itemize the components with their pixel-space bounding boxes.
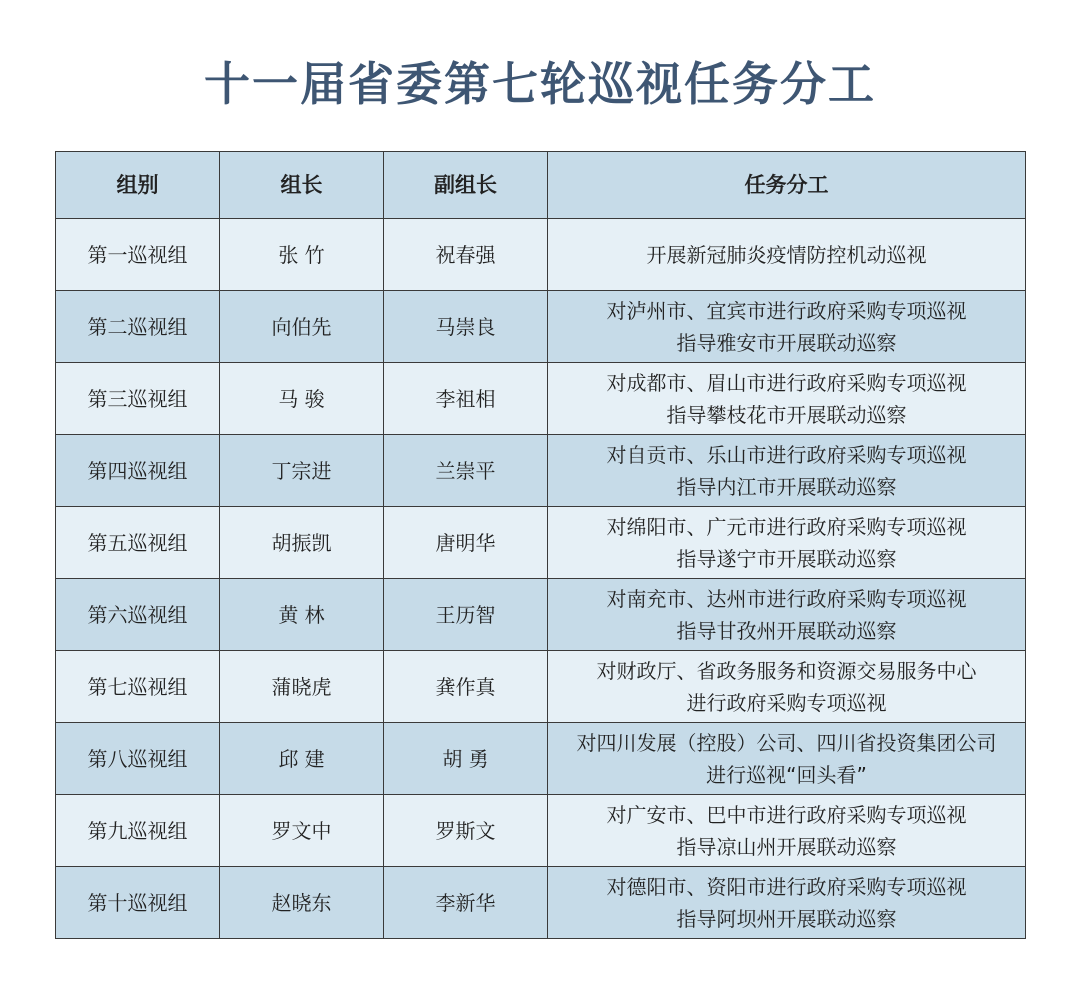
cell-task [548, 291, 1026, 363]
table-row [56, 579, 1026, 651]
task-line: 指导甘孜州开展联动巡察 [676, 618, 897, 643]
task-line: 对德阳市、资阳市进行政府采购专项巡视 [606, 874, 967, 899]
cell-task [548, 435, 1026, 507]
cell-group: 第二巡视组 [56, 291, 220, 363]
header-group: 组别 [56, 152, 220, 219]
task-line: 指导雅安市开展联动巡察 [676, 330, 897, 355]
cell-group: 第五巡视组 [56, 507, 220, 579]
cell-task [548, 507, 1026, 579]
task-line: 对自贡市、乐山市进行政府采购专项巡视 [606, 442, 967, 467]
task-line: 指导攀枝花市开展联动巡察 [666, 402, 907, 427]
task-line: 指导遂宁市开展联动巡察 [676, 546, 897, 571]
cell-deputy: 唐明华 [384, 507, 548, 579]
page-title: 十一届省委第七轮巡视任务分工 [204, 57, 876, 111]
cell-deputy: 李祖相 [384, 363, 548, 435]
table-body [56, 219, 1026, 939]
cell-task [548, 363, 1026, 435]
cell-leader: 马 骏 [220, 363, 384, 435]
task-line: 指导阿坝州开展联动巡察 [676, 906, 897, 931]
task-line: 对成都市、眉山市进行政府采购专项巡视 [606, 370, 967, 395]
cell-leader: 邱 建 [220, 723, 384, 795]
table-row [56, 363, 1026, 435]
task-line: 对泸州市、宜宾市进行政府采购专项巡视 [606, 298, 967, 323]
task-line: 指导凉山州开展联动巡察 [676, 834, 897, 859]
cell-deputy: 兰崇平 [384, 435, 548, 507]
cell-leader: 胡振凯 [220, 507, 384, 579]
task-line: 指导内江市开展联动巡察 [676, 474, 897, 499]
task-line: 对财政厅、省政务服务和资源交易服务中心 [596, 658, 977, 683]
cell-leader: 黄 林 [220, 579, 384, 651]
cell-deputy: 胡 勇 [384, 723, 548, 795]
task-line: 对广安市、巴中市进行政府采购专项巡视 [606, 802, 967, 827]
cell-task [548, 867, 1026, 939]
table-row [56, 291, 1026, 363]
cell-task [548, 219, 1026, 291]
cell-task [548, 651, 1026, 723]
cell-leader: 赵晓东 [220, 867, 384, 939]
cell-leader: 张 竹 [220, 219, 384, 291]
cell-group: 第三巡视组 [56, 363, 220, 435]
table-header-row [56, 152, 1026, 219]
cell-deputy: 罗斯文 [384, 795, 548, 867]
header-task: 任务分工 [548, 152, 1026, 219]
task-line: 进行巡视“回头看” [706, 762, 867, 787]
table-row [56, 651, 1026, 723]
header-deputy: 副组长 [384, 152, 548, 219]
cell-deputy: 李新华 [384, 867, 548, 939]
cell-leader: 向伯先 [220, 291, 384, 363]
cell-leader: 丁宗进 [220, 435, 384, 507]
cell-task [548, 579, 1026, 651]
task-line: 对南充市、达州市进行政府采购专项巡视 [606, 586, 967, 611]
table-row [56, 507, 1026, 579]
cell-group: 第六巡视组 [56, 579, 220, 651]
cell-group: 第九巡视组 [56, 795, 220, 867]
cell-group: 第七巡视组 [56, 651, 220, 723]
cell-deputy: 龚作真 [384, 651, 548, 723]
cell-deputy: 马崇良 [384, 291, 548, 363]
task-table [55, 151, 1026, 939]
table-row [56, 867, 1026, 939]
cell-leader: 罗文中 [220, 795, 384, 867]
task-line: 对四川发展（控股）公司、四川省投资集团公司 [576, 730, 997, 755]
cell-group: 第八巡视组 [56, 723, 220, 795]
cell-group: 第四巡视组 [56, 435, 220, 507]
cell-deputy: 祝春强 [384, 219, 548, 291]
cell-group: 第一巡视组 [56, 219, 220, 291]
cell-deputy: 王历智 [384, 579, 548, 651]
task-line: 进行政府采购专项巡视 [686, 690, 887, 715]
table-row [56, 723, 1026, 795]
header-leader: 组长 [220, 152, 384, 219]
table-row [56, 219, 1026, 291]
task-line: 对绵阳市、广元市进行政府采购专项巡视 [606, 514, 967, 539]
table-row [56, 795, 1026, 867]
cell-leader: 蒲晓虎 [220, 651, 384, 723]
cell-task [548, 795, 1026, 867]
cell-group: 第十巡视组 [56, 867, 220, 939]
cell-task [548, 723, 1026, 795]
table-row [56, 435, 1026, 507]
task-line: 开展新冠肺炎疫情防控机动巡视 [646, 242, 927, 267]
